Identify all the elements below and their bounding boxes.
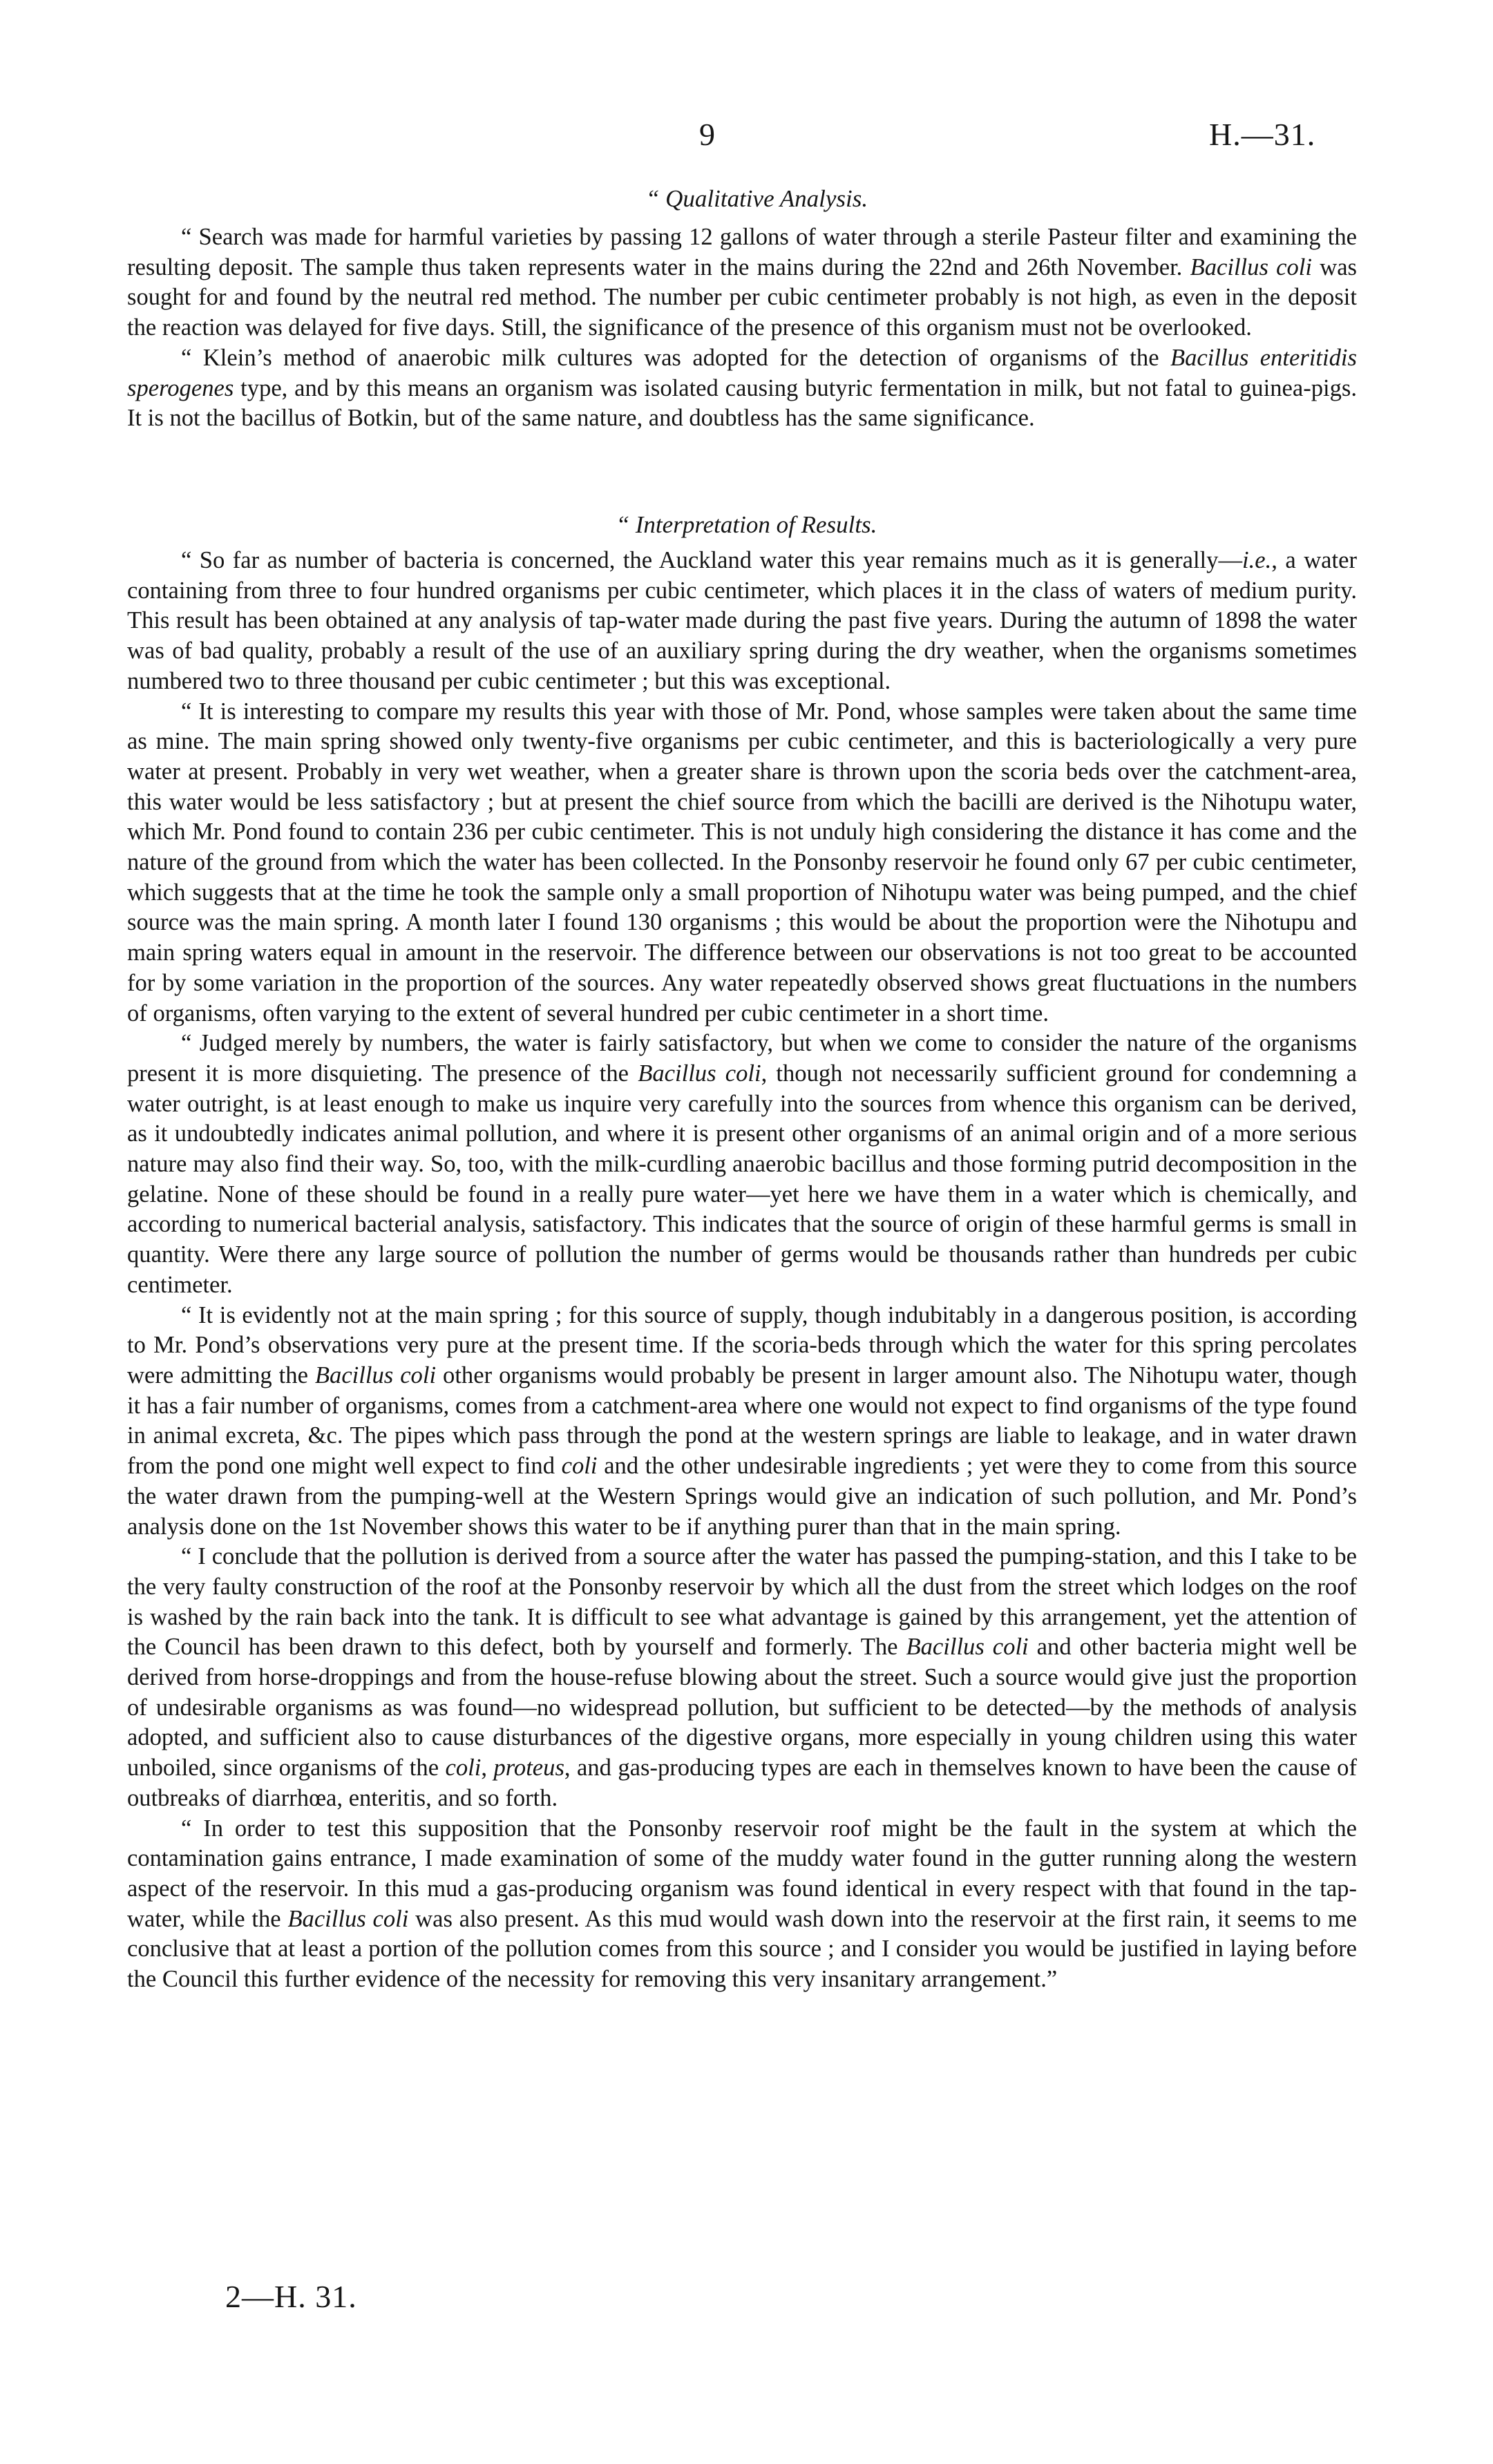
- section-heading-qualitative-analysis: “ Qualitative Analysis.: [645, 185, 868, 212]
- section-body-interpretation-of-results: [127, 546, 1357, 1995]
- paragraph: “ I conclude that the pollution is derived from a source after the water has passed the pumping-station, and this I take to be the very faulty construction of the roof at the Ponsonby reservoir by which all the dust from the street which lodges on the roof is washed by the rain back into the tank. It is difficult to see what advantage is gained by this arrangement, yet the attention of the Council has been drawn to this defect, both by yourself and formerly. The Bacillus coli and other bacteria might well be derived from horse-droppings and from the house-refuse blowing about the street. Such a source would give just the proportion of undesirable organisms as was found—no widespread pollution, but sufficient to be detected—by the methods of analysis adopted, and sufficient also to cause disturbances of the digestive organs, more especially in young children using this water unboiled, since organisms of the coli, proteus, and gas-producing types are each in themselves known to have been the cause of outbreaks of diarrhœa, enteritis, and so forth.: [127, 1543, 1357, 1811]
- paragraph: “ It is evidently not at the main spring ; for this source of supply, though indubitably in a dangerous position, is according to Mr. Pond’s observations very pure at the present time. If the scoria-beds through which the water for this spring percolates were admitting the Bacillus coli other organisms would probably be present in larger amount also. The Nihotupu water, though it has a fair number of organisms, comes from a catchment-area where one would not expect to find organisms of the type found in animal excreta, &c. The pipes which pass through the pond at the western springs are liable to leakage, and in water drawn from the pond one might well expect to find coli and the other undesirable ingredients ; yet were they to come from this source the water drawn from the pumping-well at the Western Springs would give an indication of such pollution, and Mr. Pond’s analysis done on the 1st November shows this water to be if anything purer than that in the main spring.: [127, 1301, 1357, 1540]
- paragraph: “ Search was made for harmful varieties by passing 12 gallons of water through a sterile Pasteur filter and examining the resulting deposit. The sample thus taken represents water in the mains during the 22nd and 26th November. Bacillus coli was sought for and found by the neutral red method. The number per cubic centimeter probably is not high, as even in the deposit the reaction was delayed for five days. Still, the significance of the presence of this organism must not be overlooked.: [127, 224, 1358, 341]
- section-body-qualitative-analysis: [127, 222, 1357, 434]
- document-reference: H.—31.: [1209, 117, 1316, 152]
- page-number: 9: [699, 117, 715, 152]
- paragraph: “ In order to test this supposition that the Ponsonby reservoir roof might be the fault in the system at which the contamination gains entrance, I made examination of some of the muddy water found in the gutter running along the western aspect of the reservoir. In this mud a gas-producing organism was found identical in every respect with that found in the tap-water, while the Bacillus coli was also present. As this mud would wash down into the reservoir at the first rain, it seems to me conclusive that at least a portion of the pollution comes from this source ; and I consider you would be justified in laying before the Council this further evidence of the necessity for removing this very insanitary arrangement.”: [127, 1815, 1357, 1993]
- paragraph: “ So far as number of bacteria is concerned, the Auckland water this year remains much as it is generally—i.e., a water containing from three to four hundred organisms per cubic centimeter, which places it in the class of waters of medium purity. This result has been obtained at any analysis of tap-water made during the past five years. During the autumn of 1898 the water was of bad quality, probably a result of the use of an auxiliary spring during the dry weather, when the organisms sometimes numbered two to three thousand per cubic centimeter ; but this was exceptional.: [127, 547, 1357, 694]
- section-heading-interpretation-of-results: “ Interpretation of Results.: [616, 511, 877, 538]
- paragraph: “ Judged merely by numbers, the water is fairly satisfactory, but when we come to consider the nature of the organisms present it is more disquieting. The presence of the Bacillus coli, though not necessarily sufficient ground for condemning a water outright, is at least enough to make us inquire very carefully into the sources from whence this organism can be derived, as it undoubtedly indicates animal pollution, and where it is present other organisms of an animal origin and of a more serious nature may also find their way. So, too, with the milk-curdling anaerobic bacillus and those forming putrid decomposition in the gelatine. None of these should be found in a really pure water—yet here we have them in a water which is chemically, and according to numerical bacterial analysis, satisfactory. This indicates that the source of origin of these harmful germs is small in quantity. Were there any large source of pollution the number of germs would be thousands rather than hundreds per cubic centimeter.: [127, 1030, 1357, 1298]
- paragraph: “ Klein’s method of anaerobic milk cultures was adopted for the detection of organisms of the Bacillus enteritidis sperogenes type, and by this means an organism was isolated causing butyric fermentation in milk, but not fatal to guinea-pigs. It is not the bacillus of Botkin, but of the same nature, and doubtless has the same significance.: [127, 344, 1357, 432]
- paragraph: “ It is interesting to compare my results this year with those of Mr. Pond, whose samples were taken about the same time as mine. The main spring showed only twenty-five organisms per cubic centimeter, and this is bacteriologically a very pure water at present. Probably in very wet weather, when a greater share is thrown upon the scoria beds over the catchment-area, this water would be less satisfactory ; but at present the chief source from which the bacilli are derived is the Nihotupu water, which Mr. Pond found to contain 236 per cubic centimeter. This is not unduly high considering the distance it has come and the nature of the ground from which the water has been collected. In the Ponsonby reservoir he found only 67 per cubic centimeter, which suggests that at the time he took the sample only a small proportion of Nihotupu water was being pumped, and the chief source was the main spring. A month later I found 130 organisms ; this would be about the proportion were the Nihotupu and main spring waters equal in amount in the reservoir. The difference between our observations is not too great to be accounted for by some variation in the proportion of the sources. Any water repeatedly observed shows great fluctuations in the numbers of organisms, often varying to the extent of several hundred per cubic centimeter in a short time.: [127, 698, 1357, 1026]
- printer-signature: 2—H. 31.: [225, 2279, 357, 2314]
